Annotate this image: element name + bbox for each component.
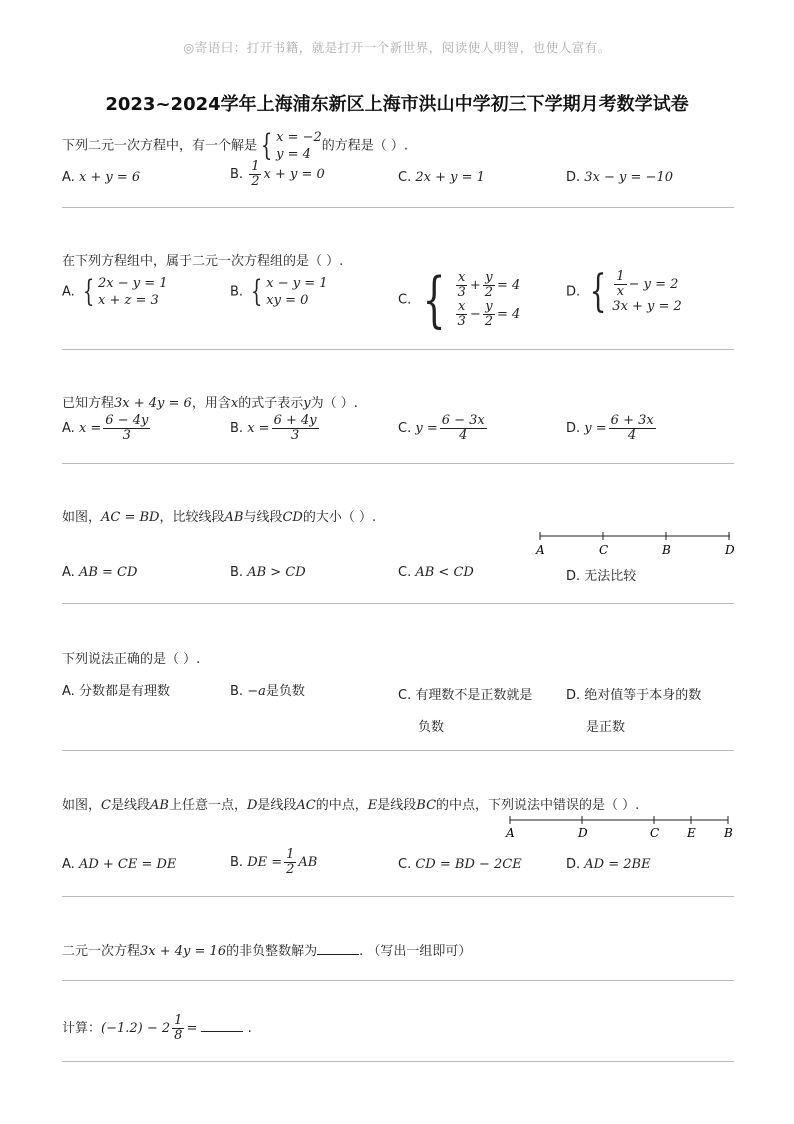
equation-system: { 2x − y = 1 x + z = 3 [82, 274, 168, 309]
fraction: $\frac{1}{2}$ [286, 847, 295, 877]
option-b[interactable]: B. AB > CD [230, 565, 306, 580]
option-d[interactable] [566, 266, 682, 317]
option-c[interactable]: C. y = $\frac{6 - 3x}{4}$ [398, 413, 485, 443]
system-row-1: $\frac{1}{x}$ − y = 2 [616, 269, 679, 299]
option-c[interactable]: C. 有理数不是正数就是 负数 [398, 688, 533, 735]
point-label-d: D [725, 543, 735, 557]
option-label: A. [62, 284, 75, 300]
option-d[interactable]: D. AD = 2BE [566, 857, 651, 872]
question-8-stem: 计算：(−1.2) − 2 $\frac{1}{8}$ = . [62, 1013, 252, 1043]
point-label-e: E [687, 826, 696, 840]
question-1 [62, 124, 734, 204]
option-label: C. [398, 170, 412, 185]
divider [62, 603, 734, 604]
option-b[interactable] [230, 160, 325, 189]
option-label: B. [230, 167, 244, 182]
point-label-d: D [578, 826, 588, 840]
question-1-stem [62, 129, 408, 163]
option-a[interactable] [62, 170, 140, 185]
question-3-stem: 已知方程3x + 4y = 6，用含x的式子表示y为（ ）. [62, 396, 358, 411]
option-text: 3x − y = −10 [584, 170, 673, 185]
question-6 [62, 794, 734, 884]
system-row-2: xy = 0 [266, 293, 309, 308]
equation-system: { x − y = 1 xy = 0 [251, 274, 328, 309]
solution-system: { x = −2 y = 4 [260, 128, 322, 163]
option-a[interactable] [62, 275, 168, 309]
divider [62, 750, 734, 751]
point-label-b: B [724, 826, 733, 840]
option-d[interactable] [566, 170, 673, 185]
question-8 [62, 1014, 734, 1054]
system-row-1: x = −2 [276, 130, 322, 145]
option-c[interactable] [398, 265, 521, 335]
point-label-b: B [662, 543, 671, 557]
divider [62, 980, 734, 981]
question-2-stem: 在下列方程组中，属于二元一次方程组的是（ ）. [62, 254, 344, 269]
numerator: 1 [251, 159, 260, 174]
question-1-text-pre: 下列二元一次方程中，有一个解是 [62, 138, 258, 154]
option-a[interactable]: A. AB = CD [62, 565, 138, 580]
divider [62, 1061, 734, 1062]
question-7 [62, 940, 734, 964]
option-b[interactable] [230, 275, 328, 309]
page-title: 2023~2024学年上海浦东新区上海市洪山中学初三下学期月考数学试卷 [105, 94, 689, 115]
option-label: C. [398, 292, 412, 308]
segment-figure [530, 526, 740, 564]
system-row-1: x − y = 1 [266, 276, 328, 291]
option-text: 2x + y = 1 [415, 170, 485, 185]
question-6-stem: 如图，C是线段AB上任意一点，D是线段AC的中点，E是线段BC的中点，下列说法中错误的是（ ）. [62, 798, 640, 813]
question-1-text-post: 的方程是（ ）. [321, 138, 409, 154]
equation-system: { $\frac{1}{x}$ − y = 2 3x + y = 2 [589, 266, 682, 317]
question-2 [62, 250, 734, 345]
point-label-a: A [536, 543, 545, 557]
fraction [249, 160, 261, 189]
question-5-stem: 下列说法正确的是（ ）. [62, 652, 201, 667]
option-c[interactable] [398, 170, 485, 185]
question-7-stem: 二元一次方程3x + 4y = 16的非负整数解为 . （写出一组即可） [62, 944, 472, 959]
system-row-1: 2x − y = 1 [98, 276, 168, 291]
divider [62, 207, 734, 208]
option-label: B. [230, 284, 244, 300]
system-row-2: $\frac{x}{3}$ − $\frac{y}{2}$ = 4 [457, 299, 521, 329]
option-b[interactable]: B. DE = $\frac{1}{2}$ AB [230, 847, 318, 877]
point-label-c: C [650, 826, 660, 840]
option-label: D. [566, 284, 581, 300]
answer-blank[interactable] [317, 942, 359, 955]
divider [62, 349, 734, 350]
segment-diagram [502, 812, 734, 842]
option-text: x + y = 6 [78, 170, 141, 185]
system-row-2: y = 4 [276, 147, 311, 162]
option-a[interactable]: A. x = $\frac{6 - 4y}{3}$ [62, 413, 149, 443]
answer-blank[interactable] [201, 1019, 243, 1032]
system-row-2: x + z = 3 [98, 293, 159, 308]
option-d[interactable]: D. 绝对值等于本身的数 是正数 [566, 688, 702, 735]
divider [62, 463, 734, 464]
option-b[interactable]: B. x = $\frac{6 + 4y}{3}$ [230, 413, 317, 443]
fraction: $\frac{1}{8}$ [174, 1013, 183, 1043]
fraction: $\frac{6 - 4y}{3}$ [105, 413, 149, 443]
point-label-c: C [599, 543, 609, 557]
question-4-stem: 如图，AC = BD，比较线段AB与线段CD的大小（ ）. [62, 510, 377, 525]
option-d[interactable]: D. 无法比较 [566, 569, 637, 584]
option-text: x + y = 0 [263, 167, 325, 182]
fraction: $\frac{6 - 3x}{4}$ [441, 413, 485, 443]
divider [62, 896, 734, 897]
point-label-a: A [506, 826, 515, 840]
option-label: D. [566, 170, 581, 185]
system-row-1: $\frac{x}{3}$ + $\frac{y}{2}$ = 4 [457, 270, 521, 300]
header-quote: ◎寄语曰：打开书籍，就是打开一个新世界，阅读使人明智，也使人富有。 [183, 40, 611, 55]
segment-figure [502, 812, 734, 846]
question-4 [62, 506, 734, 596]
question-3 [62, 392, 734, 462]
fraction: $\frac{6 + 4y}{3}$ [273, 413, 317, 443]
option-label: A. [62, 170, 75, 185]
segment-diagram [530, 526, 740, 560]
equation-system: { $\frac{x}{3}$ + $\frac{y}{2}$ = 4 $\frac{x}{3}$ − $\frac{y}{2}$ = 4 [422, 265, 521, 335]
option-d[interactable]: D. y = $\frac{6 + 3x}{4}$ [566, 413, 654, 443]
option-c[interactable]: C. CD = BD − 2CE [398, 857, 522, 872]
denominator: 2 [251, 174, 260, 189]
system-row-2: 3x + y = 2 [612, 299, 682, 314]
option-b[interactable]: B. −a是负数 [230, 684, 305, 699]
option-c[interactable]: C. AB < CD [398, 565, 474, 580]
option-a[interactable]: A. 分数都是有理数 [62, 684, 170, 699]
option-a[interactable]: A. AD + CE = DE [62, 857, 177, 872]
question-5 [62, 648, 734, 738]
fraction: $\frac{6 + 3x}{4}$ [610, 413, 654, 443]
